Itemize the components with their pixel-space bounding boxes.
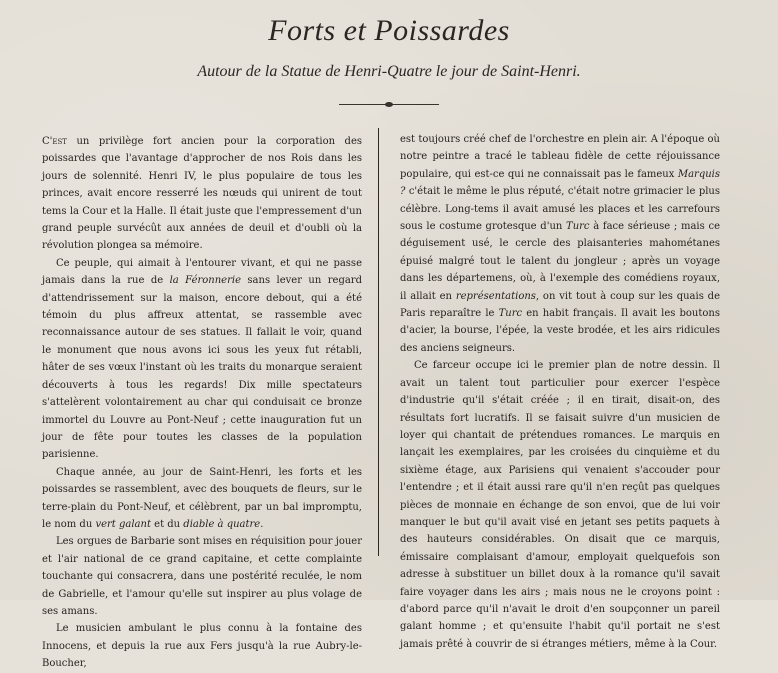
left-paragraph-3: [42, 464, 362, 534]
ornament-center-mark: [385, 102, 393, 107]
italic-run: diable à quatre: [183, 518, 261, 530]
text-run: Ce peuple, qui aimait à l'entourer vivant, et qui ne passe jamais dans la rue de: [42, 257, 362, 287]
page-title: Forts et Poissardes: [268, 14, 510, 47]
left-paragraph-4: Les orgues de Barbarie sont mises en réquisition pour jouer et l'air national de ce grand capitaine, et cette complainte touchante qui consacrera, dans une postérité reculée, le nom de Gabrielle, et l'amour qu'elle sut inspirer au plus volage de ses amans.: [42, 536, 362, 617]
left-paragraph-5: Le musicien ambulant le plus connu à la fontaine des Innocens, et depuis la rue aux Fers jusqu'à la rue Aubry-le-Boucher,: [42, 623, 362, 670]
italic-run: Turc: [498, 308, 523, 320]
text-run: , on vit tout à coup sur les quais de Paris reparaître le: [400, 290, 720, 320]
page-subtitle: Autour de la Statue de Henri-Quatre le jour de Saint-Henri.: [197, 63, 581, 80]
text-run: .: [260, 518, 264, 530]
italic-run: Turc: [566, 221, 590, 233]
right-paragraph-2: Ce farceur occupe ici le premier plan de notre dessin. Il avait un talent tout particulier pour exercer l'espèce d'industrie qu'il s'était créée ; il en tirait, disait-on, des résultats fort lucratifs. Il se faisait suivre d'un musicien de loyer qui chantait de prétendues romances. Le marquis en lançait les exemplaires, par les croisées du cinquième et du sixième étage, aux Parisiens qui venaient s'accouder pour l'entendre ; et il était aussi rare qu'il n'en reçût pas quelques pièces de monnaie en échange de son envoi, que de lui voir manquer le but qu'il avait visé en jetant ses petits paquets à des hauteurs considérables. On disait que ce marquis, émissaire complaisant d'amour, employait quelquefois son adresse à substituer un billet doux à la romance qu'il savait faire voyager dans les airs ; mais nous ne le croyons point : d'abord parce qu'il n'avait le droit d'en soupçonner un pareil galant homme ; et qu'ensuite l'habit qu'il portait ne s'est jamais prêté à couvrir de si étranges métiers, même à la Cour.: [400, 360, 720, 650]
right-paragraph-1: [400, 131, 720, 357]
text-run: à face sérieuse ; mais ce déguisement usé, le cercle des plaisanteries mahométanes épuisé malgré tout le talent du jongleur ; après un voyage dans les départemens, où, à l'exemple des comédiens royaux, il allait en: [400, 221, 720, 302]
left-paragraph-1: [42, 133, 362, 255]
text-run: en habit français. Il avait les boutons d'acier, la bourse, l'épée, la veste brodée, et les airs ridicules des anciens seigneurs.: [400, 308, 720, 354]
drop-lead-word: C'est: [42, 136, 67, 147]
right-column: [400, 131, 720, 650]
italic-run: la Féronnerie: [169, 275, 241, 287]
text-run: Chaque année, au jour de Saint-Henri, les forts et les poissardes se rassemblent, avec des bouquets de fleurs, sur le terre-plain du Pont-Neuf, et célèbrent, par un bal impromptu, le nom du: [42, 466, 362, 530]
column-divider: [378, 128, 379, 556]
text-run: et du: [150, 518, 184, 530]
title-ornament-divider: [339, 102, 439, 108]
italic-run: vert galant: [95, 518, 151, 530]
left-column: [42, 133, 363, 670]
italic-run: Marquis ?: [400, 168, 720, 198]
left-paragraph-1-text: un privilège fort ancien pour la corporation des poissardes que l'avantage d'approcher de nos Rois dans les jours de solennité. Henri IV, le plus populaire de tous les princes, avait encore resserré les nœuds qui unirent de tout tems la Cour et la Halle. Il était juste que l'empressement d'un grand peuple survécût aux années de deuil et d'oubli où la révolution plongea sa mémoire.: [42, 136, 363, 252]
text-run: c'était le même le plus réputé, c'était notre grimacier le plus célèbre. Long-tems il avait amusé les places et les carrefours sous le costume grotesque d'un: [400, 186, 720, 233]
italic-run: représentations: [455, 290, 536, 302]
text-run: est toujours créé chef de l'orchestre en plein air. A l'époque où notre peintre a tracé le tableau fidèle de cette réjouissance populaire, qui est-ce qui ne connaissait pas le fameux: [400, 134, 720, 180]
left-paragraph-2: [42, 255, 362, 464]
text-run: sans lever un regard d'attendrissement sur la maison, encore debout, qui a été témoin du plus affreux attentat, se rassemble avec reconnaissance autour de ses statues. Il fallait le voir, quand le monument que nous avons ici sous les yeux fut rétabli, hâter de ses vœux l'instant où les traits du monarque seraient découverts à tous les regards! Dix mille spectateurs s'attelèrent volontairement au char qui conduisait ce bronze immortel du Louvre au Pont-Neuf ; cette inauguration fut un jour de fête pour toutes les classes de la population parisienne.: [42, 275, 362, 461]
